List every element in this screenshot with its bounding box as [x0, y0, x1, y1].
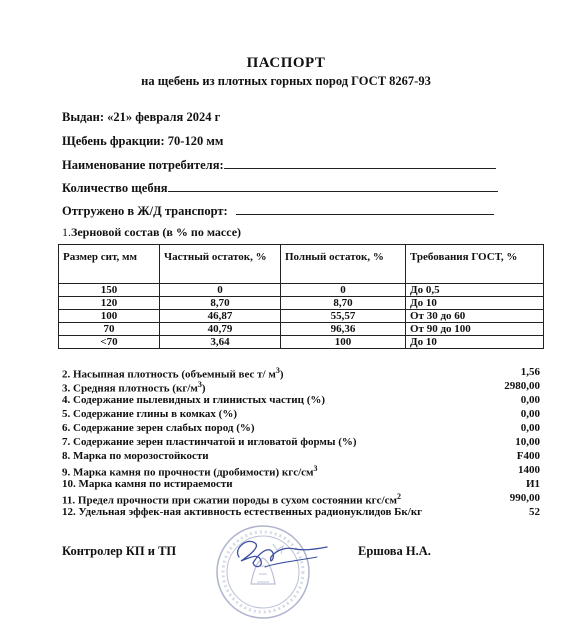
- property-label-sup: 3: [275, 366, 280, 375]
- signature-name: Ершова Н.А.: [358, 544, 431, 558]
- property-row: [62, 366, 540, 380]
- shipped-blank-line: [236, 203, 494, 215]
- section-1-title: Зерновой состав (в % по массе): [71, 225, 242, 239]
- cell-partial: 8,70: [160, 297, 281, 310]
- property-label-text: 3. Средняя плотность (кг/м: [62, 382, 198, 395]
- property-row: [62, 422, 540, 436]
- cell-partial: 40,79: [160, 323, 281, 336]
- issued-date: Выдан: «21» февраля 2024 г: [62, 110, 221, 124]
- header-partial-residue: Частный остаток, %: [160, 245, 281, 284]
- property-row: [62, 436, 540, 450]
- table-row: [59, 310, 544, 323]
- property-label-text: 9. Марка камня по прочности (дробимости) кгс/см: [62, 466, 314, 479]
- property-row: [62, 492, 540, 506]
- cell-full: 100: [281, 336, 406, 349]
- property-label: 5. Содержание глины в комках (%): [62, 408, 238, 420]
- quantity-blank-line: [168, 180, 498, 192]
- property-row: [62, 464, 540, 478]
- consumer-label: Наименование потребителя:: [62, 158, 224, 172]
- property-label-sup: 3: [197, 380, 202, 389]
- header-sieve-size: Размер сит, мм: [59, 245, 160, 284]
- cell-gost: От 90 до 100: [406, 323, 544, 336]
- fraction-line: Щебень фракции: 70-120 мм: [62, 134, 224, 148]
- grain-composition-table: [58, 244, 544, 349]
- table-row: [59, 323, 544, 336]
- property-row: [62, 506, 540, 520]
- property-row: [62, 478, 540, 492]
- cell-sieve: 150: [59, 284, 160, 297]
- property-value: 2980,00: [504, 380, 540, 392]
- cell-sieve: 120: [59, 297, 160, 310]
- property-value: 52: [529, 506, 540, 518]
- header-gost-requirements: Требования ГОСТ, %: [406, 245, 544, 284]
- property-value: F400: [516, 450, 540, 462]
- property-value: 1400: [518, 464, 540, 476]
- property-label: [62, 380, 206, 395]
- property-label: 10. Марка камня по истираемости: [62, 478, 233, 490]
- cell-sieve: 100: [59, 310, 160, 323]
- property-value: 1,56: [520, 366, 540, 378]
- property-label-text: 2. Насыпная плотность (объемный вес т/ м: [62, 368, 276, 381]
- property-label: 4. Содержание пылевидных и глинистых частиц (%): [62, 394, 326, 406]
- cell-gost: От 30 до 60: [406, 310, 544, 323]
- table-row: [59, 284, 544, 297]
- property-label: 7. Содержание зерен пластинчатой и игловатой формы (%): [62, 436, 357, 448]
- consumer-field: [62, 157, 496, 173]
- consumer-blank-line: [224, 157, 496, 169]
- document-title: ПАСПОРТ: [246, 55, 326, 71]
- cell-full: 0: [281, 284, 406, 297]
- property-label-end: ): [279, 368, 284, 381]
- property-label: [62, 492, 401, 507]
- cell-gost: До 10: [406, 297, 544, 310]
- property-label-text: 11. Предел прочности при сжатии породы в сухом состоянии кгс/см: [62, 494, 397, 507]
- quantity-label: Количество щебня: [62, 181, 168, 195]
- property-value: 0,00: [520, 394, 540, 406]
- table-row: [59, 336, 544, 349]
- property-value: 10,00: [515, 436, 540, 448]
- cell-partial: 0: [160, 284, 281, 297]
- cell-full: 96,36: [281, 323, 406, 336]
- table-header-row: [59, 245, 544, 284]
- handwritten-signature-icon: [225, 527, 335, 577]
- header-full-residue: Полный остаток, %: [281, 245, 406, 284]
- property-row: [62, 450, 540, 464]
- shipped-label: Отгружено в Ж/Д транспорт:: [62, 204, 228, 218]
- property-label: [62, 366, 284, 381]
- property-label-sup: 3: [313, 464, 318, 473]
- cell-sieve: <70: [59, 336, 160, 349]
- section-1-number: 1.: [62, 225, 71, 239]
- document-subtitle: на щебень из плотных горных пород ГОСТ 8267-93: [141, 74, 431, 88]
- cell-sieve: 70: [59, 323, 160, 336]
- property-label-sup: 2: [396, 492, 401, 501]
- property-value: 0,00: [520, 408, 540, 420]
- cell-gost: До 0,5: [406, 284, 544, 297]
- property-value: И1: [525, 478, 540, 490]
- property-label: 8. Марка по морозостойкости: [62, 450, 209, 462]
- property-value: 0,00: [520, 422, 540, 434]
- property-row: [62, 380, 540, 394]
- property-label: [62, 464, 318, 479]
- quantity-field: [62, 180, 498, 196]
- property-label: 12. Удельная эффек-ная активность естественных радионуклидов Бк/кг: [62, 506, 423, 518]
- cell-full: 55,57: [281, 310, 406, 323]
- section-1-heading: [62, 225, 241, 240]
- property-label: 6. Содержание зерен слабых пород (%): [62, 422, 255, 434]
- shipped-field: [62, 203, 494, 219]
- signature-role: Контролер КП и ТП: [62, 544, 177, 558]
- property-row: [62, 394, 540, 408]
- table-row: [59, 297, 544, 310]
- property-row: [62, 408, 540, 422]
- cell-full: 8,70: [281, 297, 406, 310]
- cell-partial: 46,87: [160, 310, 281, 323]
- cell-gost: До 10: [406, 336, 544, 349]
- cell-partial: 3,64: [160, 336, 281, 349]
- property-value: 990,00: [509, 492, 540, 504]
- property-label-end: ): [201, 382, 206, 395]
